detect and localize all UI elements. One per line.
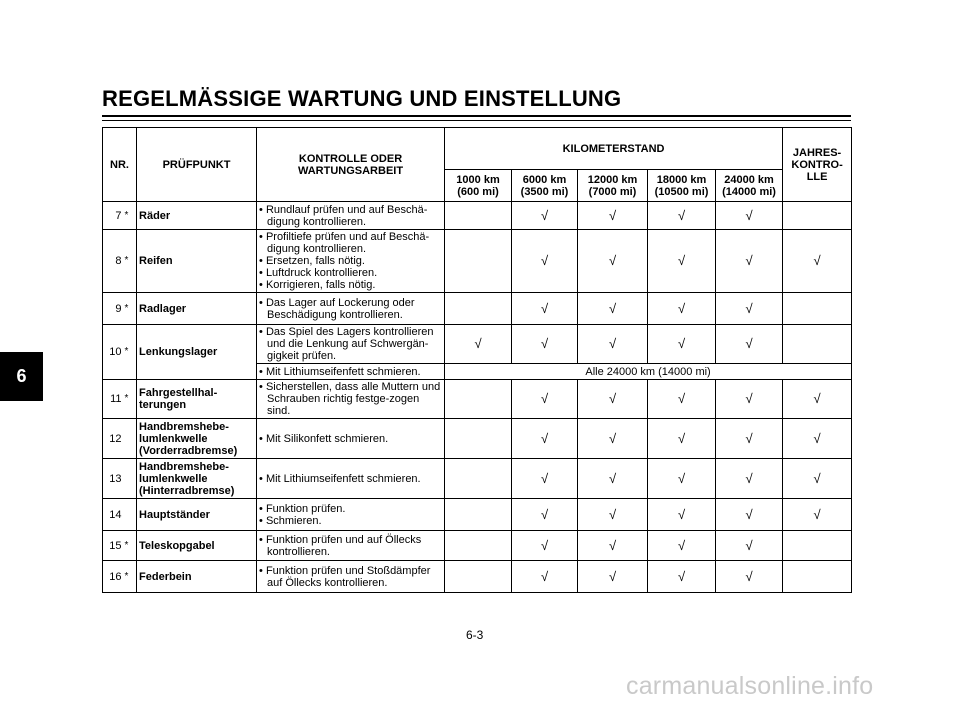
row-star <box>125 459 137 499</box>
interval-km: 18000 km <box>656 173 707 186</box>
check-mark: √ <box>578 499 648 531</box>
operation-item: • Mit Silikonfett schmieren. <box>259 433 442 445</box>
header-interval <box>512 170 578 202</box>
empty-cell <box>783 561 852 593</box>
row-operations <box>257 531 445 561</box>
table-row <box>103 293 852 325</box>
check-mark: √ <box>578 293 648 325</box>
check-mark: √ <box>783 230 852 293</box>
check-mark: √ <box>716 459 783 499</box>
table-row <box>103 325 852 364</box>
row-number: 16 <box>103 561 125 593</box>
header-annual: JAHRES-KONTRO-LLE <box>783 128 852 202</box>
row-number: 11 <box>103 380 125 419</box>
row-item: Radlager <box>137 293 257 325</box>
check-mark: √ <box>716 531 783 561</box>
interval-mi: (3500 mi) <box>520 185 569 198</box>
interval-span-text: Alle 24000 km (14000 mi) <box>445 364 852 380</box>
operation-item: • Funktion prüfen. <box>259 503 442 515</box>
check-mark: √ <box>783 459 852 499</box>
maintenance-table <box>102 127 852 593</box>
interval-mi: (14000 mi) <box>722 185 776 198</box>
check-mark: √ <box>783 380 852 419</box>
row-number: 12 <box>103 419 125 459</box>
check-mark: √ <box>648 293 716 325</box>
row-operations <box>257 499 445 531</box>
header-nr: NR. <box>103 128 137 202</box>
check-mark: √ <box>512 202 578 230</box>
row-number: 13 <box>103 459 125 499</box>
check-mark: √ <box>578 380 648 419</box>
check-mark: √ <box>578 230 648 293</box>
table-row <box>103 202 852 230</box>
check-mark: √ <box>578 531 648 561</box>
header-row <box>103 128 852 170</box>
operation-item: • Profiltiefe prüfen und auf Beschä-digung kontrollieren. <box>259 231 442 255</box>
table-row <box>103 459 852 499</box>
operation-item: • Sicherstellen, dass alle Muttern und Schrauben richtig festge-zogen sind. <box>259 381 442 417</box>
check-mark: √ <box>716 230 783 293</box>
row-star <box>125 419 137 459</box>
empty-cell <box>445 561 512 593</box>
row-star: * <box>125 230 137 293</box>
check-mark: √ <box>716 293 783 325</box>
empty-cell <box>783 325 852 364</box>
header-operation: KONTROLLE ODER WARTUNGSARBEIT <box>257 128 445 202</box>
check-mark: √ <box>648 561 716 593</box>
chapter-tab: 6 <box>0 352 43 401</box>
check-mark: √ <box>512 293 578 325</box>
interval-km: 6000 km <box>522 173 567 186</box>
check-mark: √ <box>716 380 783 419</box>
row-item: Räder <box>137 202 257 230</box>
row-number: 9 <box>103 293 125 325</box>
operation-item: • Luftdruck kontrollieren. <box>259 267 442 279</box>
table-row <box>103 561 852 593</box>
row-star: * <box>125 202 137 230</box>
interval-mi: (7000 mi) <box>588 185 637 198</box>
empty-cell <box>783 531 852 561</box>
check-mark: √ <box>512 561 578 593</box>
empty-cell <box>445 230 512 293</box>
check-mark: √ <box>512 459 578 499</box>
row-star: * <box>125 531 137 561</box>
operation-item: • Schmieren. <box>259 515 442 527</box>
row-operations <box>257 202 445 230</box>
title-rule <box>102 115 851 117</box>
check-mark: √ <box>648 380 716 419</box>
check-mark: √ <box>578 561 648 593</box>
row-operations <box>257 325 445 364</box>
empty-cell <box>783 293 852 325</box>
row-star: * <box>125 325 137 380</box>
empty-cell <box>445 499 512 531</box>
empty-cell <box>445 459 512 499</box>
check-mark: √ <box>578 325 648 364</box>
row-operations <box>257 459 445 499</box>
row-operations <box>257 364 445 380</box>
check-mark: √ <box>512 230 578 293</box>
row-item: Hauptständer <box>137 499 257 531</box>
row-item: Lenkungslager <box>137 325 257 380</box>
interval-mi: (10500 mi) <box>654 185 709 198</box>
operation-item: • Korrigieren, falls nötig. <box>259 279 442 291</box>
table-row <box>103 419 852 459</box>
header-interval <box>716 170 783 202</box>
header-item: PRÜFPUNKT <box>137 128 257 202</box>
row-star: * <box>125 293 137 325</box>
empty-cell <box>445 531 512 561</box>
check-mark: √ <box>783 499 852 531</box>
check-mark: √ <box>716 561 783 593</box>
check-mark: √ <box>716 499 783 531</box>
table-row <box>103 380 852 419</box>
table-row <box>103 499 852 531</box>
row-item: Reifen <box>137 230 257 293</box>
operation-item: • Funktion prüfen und Stoßdämpfer auf Öllecks kontrollieren. <box>259 565 442 589</box>
row-number: 15 <box>103 531 125 561</box>
check-mark: √ <box>512 419 578 459</box>
page-number: 6-3 <box>466 628 484 642</box>
check-mark: √ <box>648 499 716 531</box>
operation-item: • Mit Lithiumseifenfett schmieren. <box>259 473 442 485</box>
operation-item: • Mit Lithiumseifenfett schmieren. <box>259 366 442 378</box>
row-item: Handbremshebe-lumlenkwelle (Vorderradbremse) <box>137 419 257 459</box>
check-mark: √ <box>648 202 716 230</box>
table-row <box>103 230 852 293</box>
row-star: * <box>125 380 137 419</box>
row-star <box>125 499 137 531</box>
row-item: Teleskopgabel <box>137 531 257 561</box>
empty-cell <box>445 202 512 230</box>
header-odometer: KILOMETERSTAND <box>445 128 783 170</box>
check-mark: √ <box>578 202 648 230</box>
page-title: REGELMÄSSIGE WARTUNG UND EINSTELLUNG <box>102 86 622 111</box>
row-item: Fahrgestellhal-terungen <box>137 380 257 419</box>
interval-mi: (600 mi) <box>457 185 499 198</box>
empty-cell <box>783 202 852 230</box>
check-mark: √ <box>648 325 716 364</box>
row-operations <box>257 380 445 419</box>
check-mark: √ <box>512 531 578 561</box>
operation-item: • Ersetzen, falls nötig. <box>259 255 442 267</box>
header-interval <box>445 170 512 202</box>
check-mark: √ <box>445 325 512 364</box>
operation-item: • Das Spiel des Lagers kontrollieren und die Lenkung auf Schwergän-gigkeit prüfen. <box>259 326 442 362</box>
row-number: 10 <box>103 325 125 380</box>
operation-item: • Das Lager auf Lockerung oder Beschädigung kontrollieren. <box>259 297 442 321</box>
check-mark: √ <box>648 419 716 459</box>
check-mark: √ <box>578 459 648 499</box>
empty-cell <box>445 419 512 459</box>
row-operations <box>257 230 445 293</box>
row-number: 7 <box>103 202 125 230</box>
row-operations <box>257 419 445 459</box>
title-rule-thin <box>102 120 851 121</box>
empty-cell <box>445 293 512 325</box>
row-number: 8 <box>103 230 125 293</box>
row-number: 14 <box>103 499 125 531</box>
check-mark: √ <box>783 419 852 459</box>
check-mark: √ <box>648 459 716 499</box>
interval-km: 1000 km <box>456 173 500 186</box>
check-mark: √ <box>716 325 783 364</box>
operation-item: • Funktion prüfen und auf Öllecks kontrollieren. <box>259 534 442 558</box>
header-interval <box>578 170 648 202</box>
check-mark: √ <box>512 499 578 531</box>
watermark: carmanualsonline.info <box>626 672 874 700</box>
check-mark: √ <box>578 419 648 459</box>
check-mark: √ <box>716 202 783 230</box>
row-item: Federbein <box>137 561 257 593</box>
check-mark: √ <box>512 325 578 364</box>
interval-km: 12000 km <box>587 173 638 186</box>
header-interval <box>648 170 716 202</box>
check-mark: √ <box>648 531 716 561</box>
row-item: Handbremshebe-lumlenkwelle (Hinterradbremse) <box>137 459 257 499</box>
row-operations <box>257 293 445 325</box>
check-mark: √ <box>648 230 716 293</box>
interval-km: 24000 km <box>724 173 774 186</box>
check-mark: √ <box>512 380 578 419</box>
operation-item: • Rundlauf prüfen und auf Beschä-digung kontrollieren. <box>259 204 442 228</box>
check-mark: √ <box>716 419 783 459</box>
row-operations <box>257 561 445 593</box>
table-row <box>103 531 852 561</box>
empty-cell <box>445 380 512 419</box>
row-star: * <box>125 561 137 593</box>
